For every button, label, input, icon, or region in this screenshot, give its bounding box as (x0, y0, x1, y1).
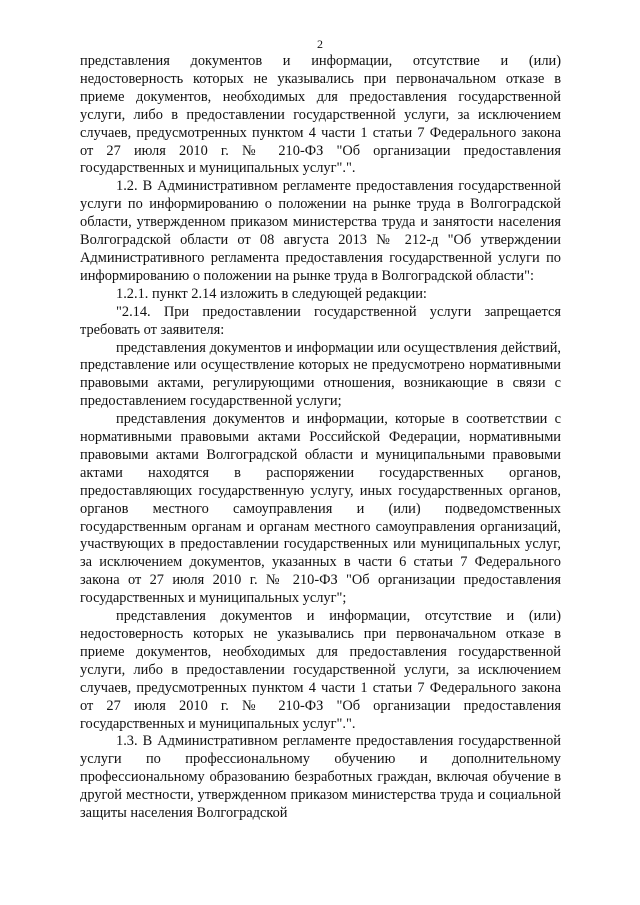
paragraph-requirement-1: представления документов и информации или осуществления действий, представление или осуществление которых не предусмотрено нормативными правовыми актами, регулирующими отношения, возникающие в связи с предоставлением государственной услуги; (80, 339, 561, 410)
document-body (80, 53, 561, 823)
paragraph-requirement-3: представления документов и информации, отсутствие и (или) недостоверность которых не указывались при первоначальном отказе в приеме документов, необходимых для предоставления государственной услуги, либо в предоставлении государственной услуги, за исключением случаев, предусмотренных пунктом 4 части 1 статьи 7 Федерального закона от 27 июля 2010 г. № 210-ФЗ "Об организации предоставления государственных и муниципальных услуг".". (80, 608, 561, 732)
paragraph-clause-1-3: 1.3. В Административном регламенте предоставления государственной услуги по профессиональному обучению и дополнительному профессиональному образованию безработных граждан, включая обучение в другой местности, утвержденном приказом министерства труда и социальной защиты населения Волгоградской (80, 733, 561, 822)
paragraph-clause-1-2: 1.2. В Административном регламенте предоставления государственной услуги по информированию о положении на рынке труда в Волгоградской области, утвержденном приказом министерства труда и занятости населения Волгоградской области от 08 августа 2013 № 212-д "Об утверждении Административного регламента предоставления государственной услуги по информированию о положении на рынке труда в Волгоградской области": (80, 178, 561, 284)
page-number: 2 (317, 37, 323, 51)
paragraph-requirement-2: представления документов и информации, которые в соответствии с нормативными правовыми актами Российской Федерации, нормативными правовыми актами Волгоградской области и муниципальными правовыми актами находятся в распоряжении государственных органов, предоставляющих государственную услугу, иных государственных органов, органов местного самоуправления и (или) подведомственных государственным органам и органам местного самоуправления организаций, участвующих в предоставлении государственных или муниципальных услуг, за исключением документов, указанных в части 6 статьи 7 Федерального закона от 27 июля 2010 г. № 210-ФЗ "Об организации предоставления государственных и муниципальных услуг"; (80, 411, 561, 607)
paragraph-clause-1-2-1: 1.2.1. пункт 2.14 изложить в следующей редакции: (116, 285, 427, 302)
paragraph-item-2-14: "2.14. При предоставлении государственной услуги запрещается требовать от заявителя: (80, 303, 561, 338)
paragraph-continuation: представления документов и информации, отсутствие и (или) недостоверность которых не указывались при первоначальном отказе в приеме документов, необходимых для предоставления государственной услуги, либо в предоставлении государственной услуги, за исключением случаев, предусмотренных пунктом 4 части 1 статьи 7 Федерального закона от 27 июля 2010 г. № 210-ФЗ "Об организации предоставления государственных и муниципальных услуг".". (80, 53, 561, 177)
